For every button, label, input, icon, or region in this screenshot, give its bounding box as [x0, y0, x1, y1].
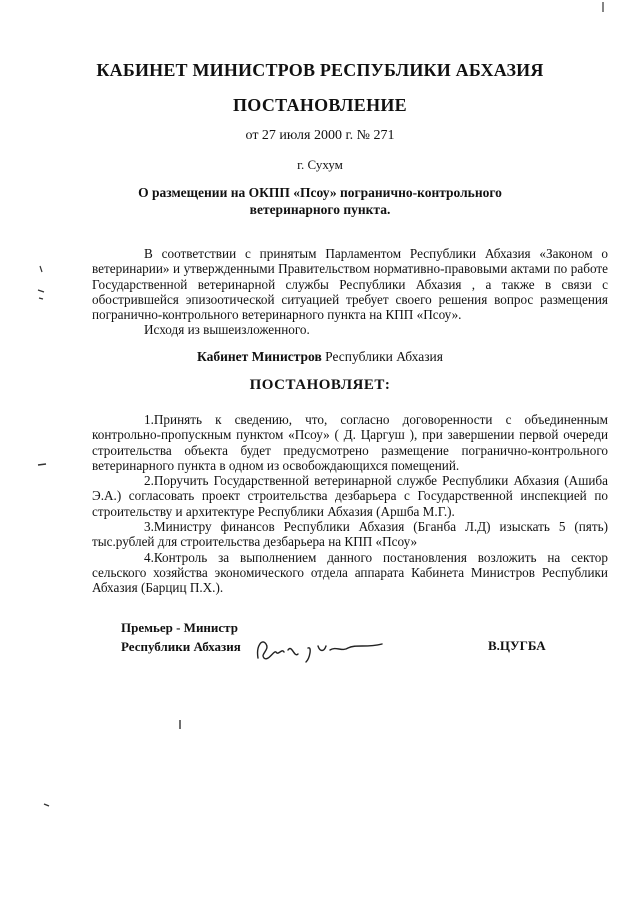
resolving-body-rest: Республики Абхазия: [325, 349, 443, 364]
resolution-point: 4.Контроль за выполнением данного постановления возложить на сектор сельского хозяйства экономического отдела аппарата Кабинета Министров Республики Абхазия (Барциц П.Х.).: [92, 549, 608, 596]
preamble-conclusion: Исходя из вышеизложенного.: [144, 322, 310, 338]
resolution-point: 3.Министру финансов Республики Абхазия (Бганба Л.Д) изыскать 5 (пять) тыс.рублей для строительства дезбарьера на КПП «Псоу»: [92, 519, 608, 550]
resolves-heading: ПОСТАНОВЛЯЕТ:: [249, 377, 391, 393]
resolution-point: 1.Принять к сведению, что, согласно договоренности с объединенным контрольно-пропускным пунктом «Псоу» ( Д. Царгуш ), при завершении первой очереди строительства объекта будет предусмотрено размещение погранично-контрольного ветеринарного пункта в одном из освобождающихся помещений.: [92, 412, 608, 473]
signatory-title-line-1: Премьер - Министр: [121, 620, 238, 635]
scan-speck: [42, 800, 52, 810]
document-type-heading: ПОСТАНОВЛЕНИЕ: [233, 95, 407, 115]
preamble: [92, 246, 608, 338]
signatory-name: В.ЦУГБА: [488, 638, 546, 653]
subject-heading: [0, 184, 640, 218]
city-line: г. Сухум: [297, 157, 343, 172]
resolution-points: [92, 412, 608, 596]
handwritten-signature: [252, 628, 402, 668]
resolution-point: 2.Поручить Государственной ветеринарной службе Республики Абхазия (Ашиба Э.А.) согласовать проект строительства дезбарьера с Государственной инспекцией по строительству и архитектуре Республики Абхазия (Аршба М.Г.).: [92, 473, 608, 519]
scan-speck: [36, 460, 50, 470]
organization-heading: КАБИНЕТ МИНИСТРОВ РЕСПУБЛИКИ АБХАЗИЯ: [96, 60, 544, 80]
subject-line-2: ветеринарного пункта.: [249, 202, 391, 217]
subject-line-1: О размещении на ОКПП «Псоу» погранично-контрольного: [138, 185, 502, 200]
scan-speck: [176, 718, 184, 732]
scan-speck: [598, 0, 608, 14]
resolving-body: [0, 349, 640, 365]
signatory-title-line-2: Республики Абхазия: [121, 639, 241, 654]
resolving-body-bold: Кабинет Министров: [197, 349, 322, 364]
scan-speck: [34, 262, 48, 302]
preamble-paragraph: В соответствии с принятым Парламентом Республики Абхазия «Законом о ветеринарии» и утвержденными Правительством нормативно-правовыми актами по работе Государственной ветеринарной службы Республики Абхазия , а также в связи с обострившейся эпизоотической ситуацией требует своего решения вопрос размещения погранично-контрольного ветеринарного пункта на КПП «Псоу».: [92, 246, 608, 323]
date-line: от 27 июля 2000 г. № 271: [245, 128, 395, 143]
signatory-title: [121, 618, 241, 656]
